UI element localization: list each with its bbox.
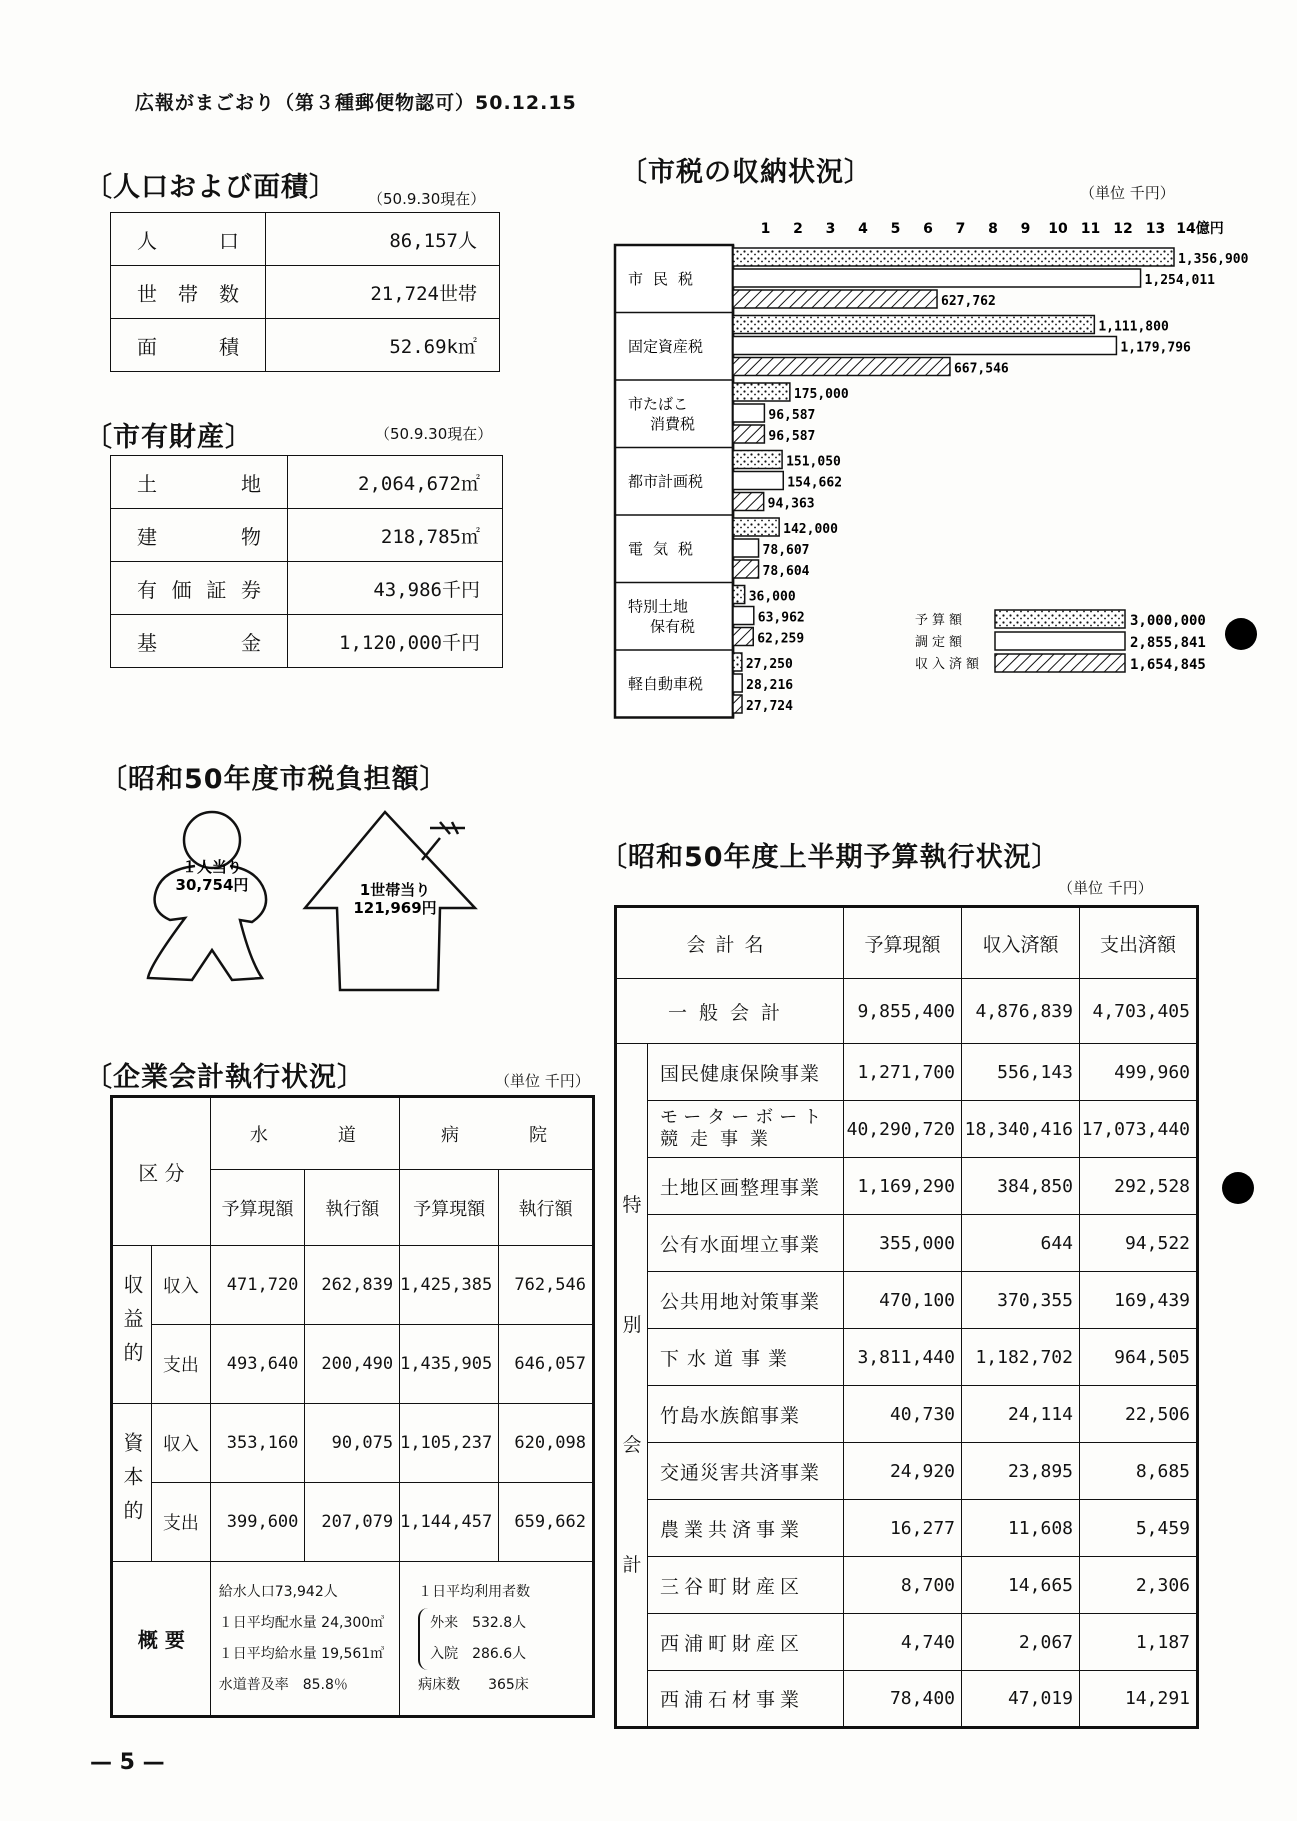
enterprise-cell: 353,160 (210, 1404, 305, 1483)
enterprise-group-label: 資本的 (112, 1404, 152, 1562)
category-label: 市民税 (628, 269, 704, 288)
bar-value-label: 94,363 (767, 496, 815, 512)
budget-special-row (616, 1101, 1198, 1158)
axis-tick-label: 12 (1113, 221, 1133, 237)
budget-unit: （単位 千円） (1058, 879, 1153, 897)
sub-header: 執行額 (499, 1170, 594, 1246)
legend-total: 3,000,000 (1130, 613, 1206, 629)
budget-account-name: 三谷町財産区 (648, 1557, 844, 1614)
water-header: 水 道 (210, 1097, 399, 1170)
population-value: 86,157人 (266, 213, 500, 266)
population-label: 世帯数 (111, 266, 266, 319)
enterprise-cell: 207,079 (305, 1483, 400, 1562)
axis-tick-label: 14億円 (1176, 221, 1224, 237)
enterprise-cell: 1,105,237 (400, 1404, 499, 1483)
property-value: 43,986千円 (288, 562, 503, 615)
property-row (111, 562, 503, 615)
budget-cell: 4,740 (844, 1614, 962, 1671)
budget-cell: 2,306 (1080, 1557, 1198, 1614)
budget-account-name-line: モーターボート (660, 1107, 828, 1128)
budget-special-row (616, 1329, 1198, 1386)
enterprise-cell: 90,075 (305, 1404, 400, 1483)
budget-cell: 4,876,839 (962, 979, 1080, 1044)
budget-cell: 1,271,700 (844, 1044, 962, 1101)
budget-cell: 355,000 (844, 1215, 962, 1272)
budget-special-row (616, 1386, 1198, 1443)
hospital-summary-title: １日平均利用者数 (418, 1583, 531, 1600)
axis-tick-label: 3 (825, 221, 836, 237)
budget-general-row (616, 979, 1198, 1044)
population-label: 面積 (111, 319, 266, 372)
axis-tick-label: 9 (1020, 221, 1031, 237)
bar-collected (733, 425, 764, 443)
category-label: 特別土地 (628, 597, 689, 616)
budget-header-row (616, 907, 1198, 979)
budget-cell: 5,459 (1080, 1500, 1198, 1557)
enterprise-cell: 471,720 (210, 1246, 305, 1325)
budget-special-row (616, 1671, 1198, 1728)
property-row (111, 456, 503, 509)
axis-tick-label: 11 (1080, 221, 1101, 237)
punch-hole-mark (1225, 618, 1257, 650)
budget-cell: 24,920 (844, 1443, 962, 1500)
budget-cell: 16,277 (844, 1500, 962, 1557)
enterprise-row (112, 1404, 594, 1483)
special-accounts-char: 特 (622, 1194, 642, 1216)
burden-title: 〔昭和50年度市税負担額〕 (100, 764, 448, 795)
bar-budget (733, 451, 782, 469)
enterprise-cell: 762,546 (499, 1246, 594, 1325)
bar-value-label: 27,724 (746, 699, 793, 714)
budget-cell: 14,291 (1080, 1671, 1198, 1728)
enterprise-unit: （単位 千円） (495, 1072, 590, 1090)
bar-value-label: 1,111,800 (1098, 319, 1169, 335)
budget-cell: 40,730 (844, 1386, 962, 1443)
household-label: 1世帯当り (359, 881, 431, 899)
bar-value-label: 1,254,011 (1144, 273, 1216, 288)
budget-account-name-line: 競走事業 (660, 1129, 780, 1150)
population-row (111, 266, 500, 319)
budget-title: 〔昭和50年度上半期予算執行状況〕 (600, 842, 1060, 873)
category-label: 固定資産税 (628, 337, 704, 356)
enterprise-row (112, 1325, 594, 1404)
water-summary-line: １日平均給水量 19,561㎥ (218, 1645, 385, 1662)
legend-swatch (995, 632, 1125, 650)
budget-header: 会計名 (616, 907, 844, 979)
budget-cell: 9,855,400 (844, 979, 962, 1044)
budget-cell: 292,528 (1080, 1158, 1198, 1215)
bar-value-label: 78,607 (762, 543, 810, 558)
property-label: 基金 (111, 615, 288, 668)
budget-cell: 169,439 (1080, 1272, 1198, 1329)
axis-tick-label: 2 (793, 221, 803, 237)
axis-tick-label: 7 (955, 221, 966, 237)
enterprise-cell: 620,098 (499, 1404, 594, 1483)
water-summary-line: 水道普及率 85.8％ (218, 1676, 348, 1693)
budget-cell: 470,100 (844, 1272, 962, 1329)
property-value: 2,064,672㎡ (288, 456, 503, 509)
hospital-header: 病 院 (400, 1097, 594, 1170)
hospital-summary-line: 外来 532.8人 (430, 1614, 527, 1631)
bar-collected (733, 493, 764, 511)
property-value: 1,120,000千円 (288, 615, 503, 668)
enterprise-cell: 493,640 (210, 1325, 305, 1404)
enterprise-cell: 399,600 (210, 1483, 305, 1562)
tax-title: 〔市税の収納状況〕 (620, 157, 872, 188)
bar-assessed (733, 539, 759, 557)
budget-cell: 4,703,405 (1080, 979, 1198, 1044)
enterprise-cell: 262,839 (305, 1246, 400, 1325)
special-accounts-char: 計 (622, 1554, 642, 1576)
enterprise-cell: 200,490 (305, 1325, 400, 1404)
water-summary (210, 1562, 399, 1717)
budget-cell: 23,895 (962, 1443, 1080, 1500)
category-label: 市たばこ (628, 394, 689, 413)
enterprise-cell: 1,144,457 (400, 1483, 499, 1562)
budget-cell: 3,811,440 (844, 1329, 962, 1386)
person-icon (148, 812, 266, 980)
bar-value-label: 62,259 (757, 631, 805, 647)
axis-tick-label: 10 (1048, 221, 1068, 237)
legend-total: 1,654,845 (1130, 657, 1206, 673)
budget-cell: 47,019 (962, 1671, 1080, 1728)
budget-cell: 14,665 (962, 1557, 1080, 1614)
budget-special-row (616, 1215, 1198, 1272)
budget-cell: 370,355 (962, 1272, 1080, 1329)
special-accounts-char: 会 (622, 1434, 642, 1456)
special-accounts-char: 別 (622, 1314, 642, 1336)
legend-label: 調定額 (915, 635, 967, 650)
axis-tick-label: 6 (923, 221, 933, 237)
budget-cell: 40,290,720 (844, 1101, 962, 1158)
budget-header: 収入済額 (962, 907, 1080, 979)
property-label: 有価証券 (111, 562, 288, 615)
legend-swatch (995, 610, 1125, 628)
axis-tick-label: 8 (988, 221, 998, 237)
budget-account-name: 国民健康保険事業 (648, 1044, 844, 1101)
water-summary-line: １日平均配水量 24,300㎥ (218, 1614, 385, 1631)
bar-value-label: 96,587 (768, 429, 816, 444)
bar-assessed (733, 674, 742, 692)
category-label: 電気税 (628, 539, 704, 558)
budget-account-name: 公共用地対策事業 (648, 1272, 844, 1329)
enterprise-cell: 1,435,905 (400, 1325, 499, 1404)
budget-special-row (616, 1614, 1198, 1671)
property-date: （50.9.30現在） (375, 425, 493, 443)
property-row (111, 615, 503, 668)
axis-tick-label: 5 (890, 221, 901, 237)
budget-account-name: 交通災害共済事業 (648, 1443, 844, 1500)
budget-cell: 1,169,290 (844, 1158, 962, 1215)
person-value: 30,754円 (175, 876, 249, 894)
axis-tick-label: 13 (1145, 221, 1166, 237)
population-title: 〔人口および面積〕 (85, 172, 337, 203)
enterprise-group-label: 収益的 (112, 1246, 152, 1404)
axis-tick-label: 4 (858, 221, 868, 237)
budget-cell: 18,340,416 (962, 1101, 1080, 1158)
budget-cell: 1,187 (1080, 1614, 1198, 1671)
bar-value-label: 36,000 (748, 589, 796, 605)
page-number: — 5 — (90, 1750, 165, 1775)
budget-cell: 2,067 (962, 1614, 1080, 1671)
bar-collected (733, 695, 742, 713)
budget-cell: 8,700 (844, 1557, 962, 1614)
enterprise-row (112, 1246, 594, 1325)
enterprise-cell: 646,057 (499, 1325, 594, 1404)
bar-assessed (733, 337, 1116, 355)
enterprise-row-name: 支出 (152, 1483, 211, 1562)
property-label: 建物 (111, 509, 288, 562)
budget-account-name: 西浦石材事業 (648, 1671, 844, 1728)
household-value: 121,969円 (353, 899, 437, 917)
sub-header: 予算現額 (210, 1170, 305, 1246)
budget-account-name: 西浦町財産区 (648, 1614, 844, 1671)
budget-account-name (648, 1101, 844, 1158)
enterprise-row-name: 収入 (152, 1404, 211, 1483)
bar-budget (733, 518, 779, 536)
person-label: １人当り (181, 858, 243, 876)
budget-account-name: 農業共済事業 (648, 1500, 844, 1557)
bar-assessed (733, 404, 764, 422)
axis-tick-label: 1 (760, 221, 771, 237)
budget-cell: 78,400 (844, 1671, 962, 1728)
tax-unit: （単位 千円） (1080, 184, 1175, 202)
budget-special-row (616, 1272, 1198, 1329)
bar-collected (733, 358, 950, 376)
bar-value-label: 142,000 (783, 522, 838, 537)
budget-account-name: 竹島水族館事業 (648, 1386, 844, 1443)
population-row (111, 319, 500, 372)
property-row (111, 509, 503, 562)
budget-header: 支出済額 (1080, 907, 1198, 979)
page-header: 広報がまごおり（第３種郵便物認可）50.12.15 (135, 92, 577, 114)
enterprise-row (112, 1483, 594, 1562)
bar-value-label: 627,762 (941, 294, 996, 309)
category-label: 都市計画税 (628, 472, 704, 491)
budget-special-row (616, 1557, 1198, 1614)
population-date: （50.9.30現在） (368, 190, 486, 208)
bar-budget (733, 316, 1094, 334)
bar-budget (733, 586, 745, 604)
bar-budget (733, 248, 1174, 266)
hospital-summary (400, 1562, 594, 1717)
bar-budget (733, 383, 790, 401)
sub-header: 予算現額 (400, 1170, 499, 1246)
property-title: 〔市有財産〕 (85, 422, 253, 453)
bar-value-label: 1,356,900 (1177, 252, 1249, 267)
budget-special-row (616, 1044, 1198, 1101)
property-value: 218,785㎡ (288, 509, 503, 562)
kubun-header: 区 分 (112, 1097, 211, 1246)
budget-account-name: 公有水面埋立事業 (648, 1215, 844, 1272)
population-value: 21,724世帯 (266, 266, 500, 319)
budget-table (614, 905, 1199, 1729)
budget-special-row (616, 1500, 1198, 1557)
budget-cell: 556,143 (962, 1044, 1080, 1101)
burden-illustration (140, 800, 500, 1000)
category-label: 軽自動車税 (628, 674, 704, 693)
enterprise-title: 〔企業会計執行状況〕 (85, 1062, 365, 1093)
budget-header: 予算現額 (844, 907, 962, 979)
bar-value-label: 78,604 (762, 564, 810, 579)
legend-swatch (995, 654, 1125, 672)
sub-header: 執行額 (305, 1170, 400, 1246)
budget-special-row (616, 1443, 1198, 1500)
bar-value-label: 27,250 (745, 657, 793, 672)
bar-value-label: 28,216 (746, 678, 794, 693)
population-row (111, 213, 500, 266)
property-label: 土地 (111, 456, 288, 509)
budget-cell: 24,114 (962, 1386, 1080, 1443)
legend-label: 収入済額 (915, 657, 984, 672)
legend-label: 予算額 (915, 613, 967, 628)
budget-cell: 94,522 (1080, 1215, 1198, 1272)
bar-collected (733, 628, 753, 646)
bar-value-label: 151,050 (786, 454, 841, 470)
budget-cell: 644 (962, 1215, 1080, 1272)
budget-cell: 11,608 (962, 1500, 1080, 1557)
budget-cell: 1,182,702 (962, 1329, 1080, 1386)
bar-budget (733, 653, 742, 671)
enterprise-row-name: 収入 (152, 1246, 211, 1325)
bar-value-label: 667,546 (953, 361, 1009, 377)
category-label: 保有税 (650, 617, 696, 636)
bar-value-label: 175,000 (793, 387, 849, 402)
enterprise-row-name: 支出 (152, 1325, 211, 1404)
budget-cell: 964,505 (1080, 1329, 1198, 1386)
bar-assessed (733, 607, 754, 625)
property-table (110, 455, 503, 668)
bar-collected (733, 560, 759, 578)
budget-account-name: 土地区画整理事業 (648, 1158, 844, 1215)
bar-value-label: 1,179,796 (1120, 340, 1191, 356)
budget-special-row (616, 1158, 1198, 1215)
summary-label: 概 要 (112, 1562, 211, 1717)
enterprise-cell: 659,662 (499, 1483, 594, 1562)
population-label: 人口 (111, 213, 266, 266)
budget-cell: 384,850 (962, 1158, 1080, 1215)
budget-general-name: 一般会計 (616, 979, 844, 1044)
hospital-summary-bracket (418, 1608, 592, 1670)
tax-chart (610, 215, 1250, 730)
punch-hole-mark (1222, 1172, 1254, 1204)
budget-cell: 17,073,440 (1080, 1101, 1198, 1158)
hospital-summary-line: 入院 286.6人 (430, 1645, 527, 1662)
bar-assessed (733, 472, 783, 490)
budget-cell: 499,960 (1080, 1044, 1198, 1101)
enterprise-cell: 1,425,385 (400, 1246, 499, 1325)
water-summary-line: 給水人口73,942人 (218, 1583, 338, 1600)
bar-value-label: 96,587 (768, 408, 816, 423)
beds: 病床数 365床 (418, 1676, 529, 1693)
enterprise-table (110, 1095, 595, 1718)
budget-account-name: 下水道事業 (648, 1329, 844, 1386)
population-value: 52.69k㎡ (266, 319, 500, 372)
bar-value-label: 154,662 (787, 475, 843, 491)
population-table (110, 212, 500, 372)
budget-cell: 8,685 (1080, 1443, 1198, 1500)
legend-total: 2,855,841 (1130, 635, 1206, 651)
special-accounts-label (616, 1044, 648, 1728)
bar-value-label: 63,962 (757, 610, 805, 626)
budget-cell: 22,506 (1080, 1386, 1198, 1443)
bar-collected (733, 290, 937, 308)
bar-assessed (733, 269, 1141, 287)
category-label: 消費税 (650, 414, 696, 433)
